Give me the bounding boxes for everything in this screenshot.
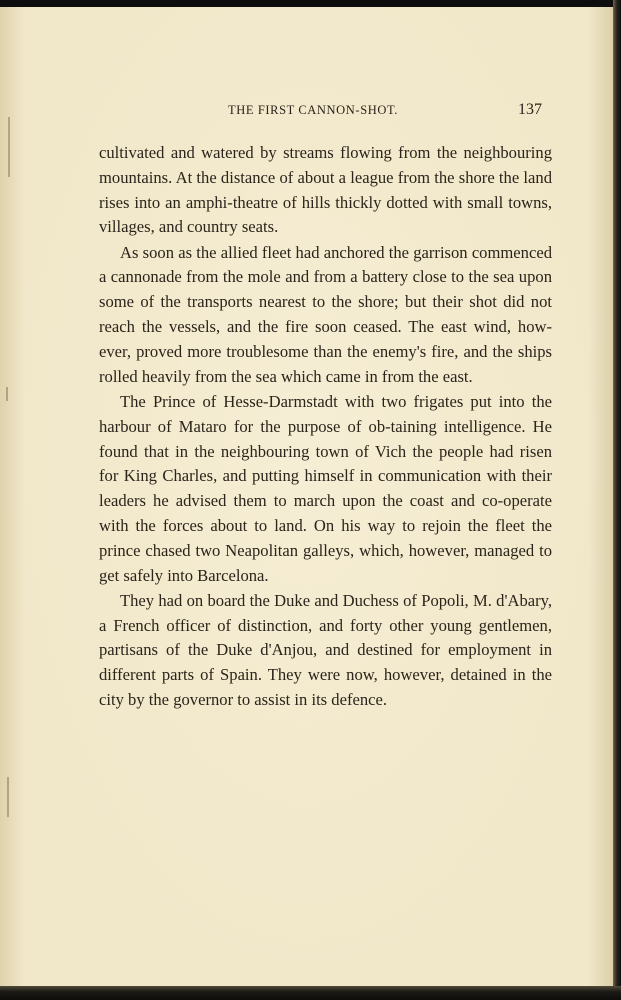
- gutter-mark: [6, 387, 8, 401]
- paragraph: The Prince of Hesse-Darmstadt with two frigates put into the harbour of Mataro for the purpose of ob-taining intelligence. He found that in the neighbouring town of Vich the people had risen for King Charles, and putting himself in communication with their leaders he advised them to march upon the coast and co-operate with the forces about to land. On his way to rejoin the fleet the prince chased two Neapolitan galleys, which, however, managed to get safely into Barcelona.: [99, 391, 552, 585]
- body-text: [99, 141, 552, 713]
- paragraph: They had on board the Duke and Duchess of Popoli, M. d'Abary, a French officer of distinction, and forty other young gentlemen, partisans of the Duke d'Anjou, and destined for employment in different parts of Spain. They were now, however, detained in the city by the governor to assist in its defence.: [99, 590, 552, 710]
- book-page: [0, 7, 613, 986]
- paragraph: cultivated and watered by streams flowing from the neighbouring mountains. At the distance of about a league from the shore the land rises into an amphi-theatre of hills thickly dotted with small towns, villages, and country seats.: [99, 143, 552, 237]
- running-title: THE FIRST CANNON-SHOT.: [228, 103, 399, 117]
- scan-bottom-border: [0, 986, 621, 1000]
- running-head: [0, 103, 613, 127]
- paragraph: As soon as the allied fleet had anchored the garrison commenced a cannonade from the mole and from a battery close to the sea upon some of the transports nearest to the shore; but their shot did not reach the vessels, and the fire soon ceased. The east wind, how-ever, proved more troublesome than the enemy's fire, and the ships rolled heavily from the sea which came in from the east.: [99, 242, 552, 386]
- page-number: 137: [518, 101, 542, 118]
- gutter-mark: [7, 777, 9, 817]
- scan-top-border: [0, 0, 621, 7]
- scan-right-border: [613, 0, 621, 1000]
